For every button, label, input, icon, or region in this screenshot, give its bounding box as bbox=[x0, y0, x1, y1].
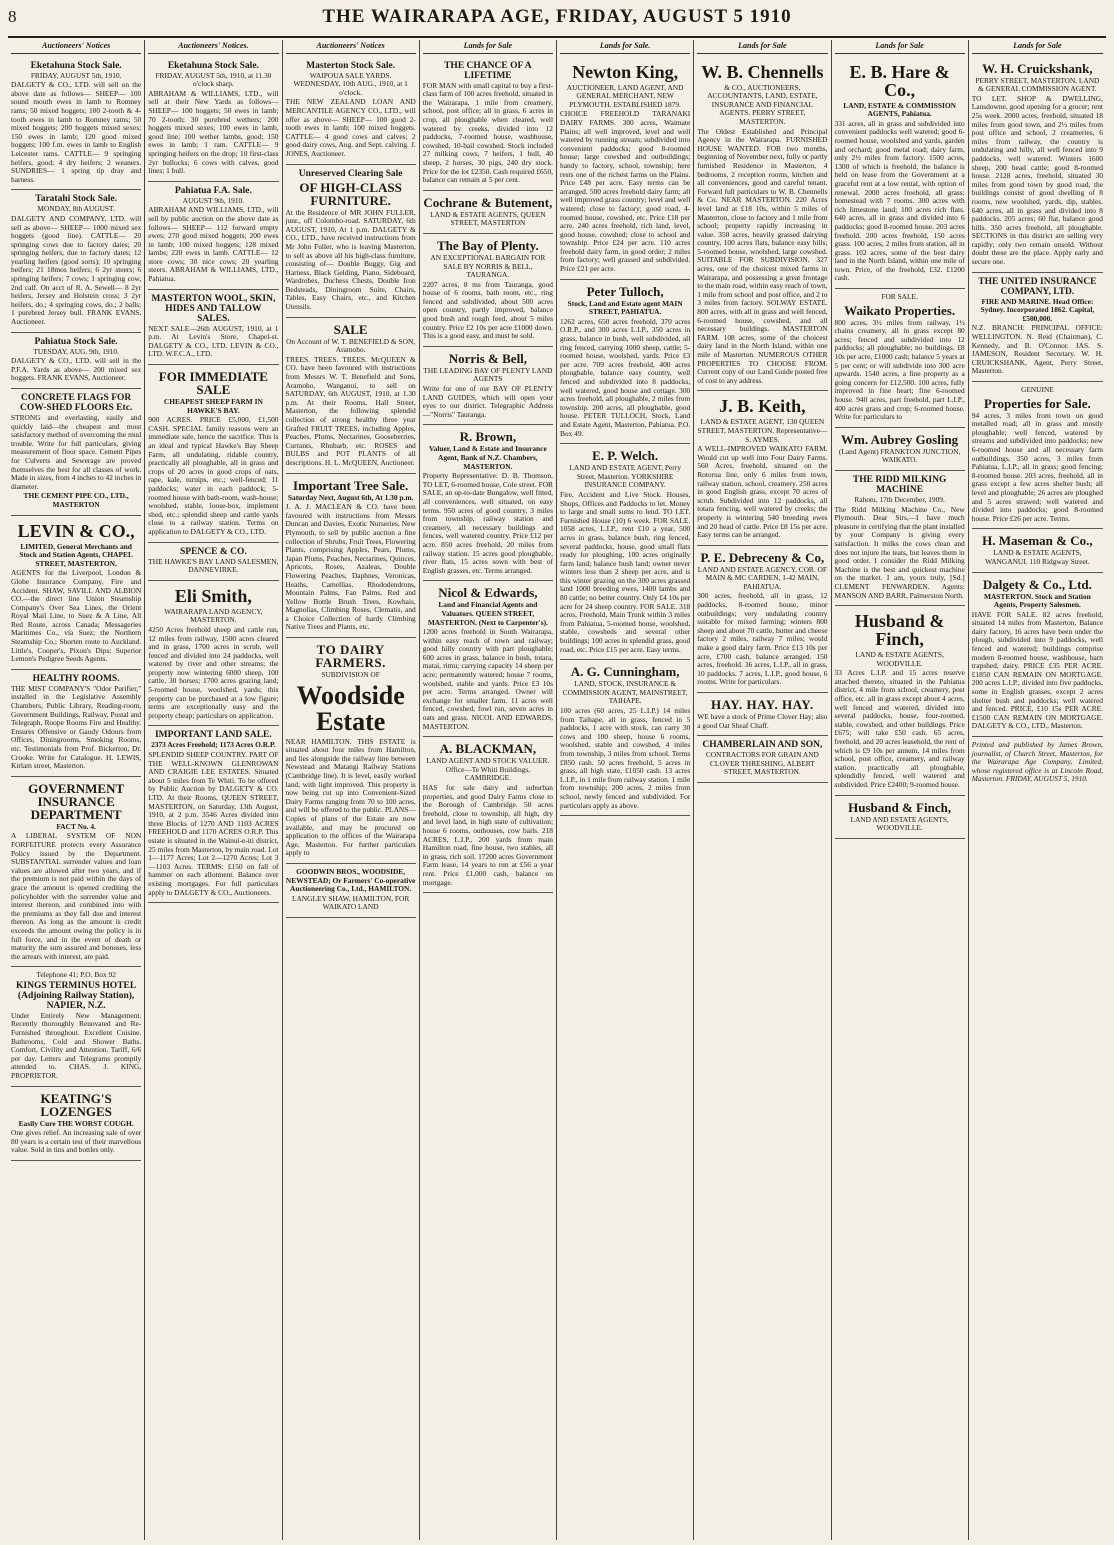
ad-h-maseman bbox=[972, 529, 1103, 572]
ad-footer: THE CEMENT PIPE CO., LTD., MASTERTON bbox=[23, 491, 129, 509]
ad-title: IMPORTANT LAND SALE. bbox=[154, 730, 272, 741]
ad-title: FOR IMMEDIATE SALE bbox=[158, 369, 268, 398]
ad-subtitle: OF HIGH-CLASS FURNITURE. bbox=[299, 179, 402, 208]
ad-body: TREES. TREES. TREES. McQUEEN & CO. have been favoured with instructions from Messrs W. T. Benefield and Sons, Aramoho, Wanganui, to sell on SATURDAY, 6th AUGUST, 1910, at 1.30 p.m. At their Rooms, Hall Street, Masterton, the following splendid collection of strong healthy three year Grafted FRUIT TREES, including Apples, Peaches, Plums, Nectarines, Gooseberries, Currants, Rhubarb, etc. ROSES and BULBS and POT PLANTS of all descriptions. H. L. McQUEEN, Auctioneer. bbox=[285, 354, 416, 467]
ad-subtitle: Land and Financial Agents and Valuators. QUEEN STREET, MASTERTON. (Next to Carpenter's). bbox=[427, 600, 548, 627]
ad-subtitle: Telephone 41; P.O. Box 92 bbox=[36, 970, 116, 980]
ad-concrete-flags bbox=[11, 389, 141, 516]
ad-body: 800 acres, 3½ miles from railway, 1½ chains creamery, all in grass except 80 acres; fenced and subdivided into 12 paddocks; all ploughable; no buildings. £8 10s per acre, £1000 cash; balance 5 years at 5 per cent; or will subdivide into 300 acre upwards. 1540 acres, a fine property as a going concern for £12,500. 100 acres, fully improved in fine heart; fine 6-roomed house. 940 acres, part freehold, part L.I.P., 400 acres grass and crop; 6-roomed house. Write for particulars to bbox=[834, 317, 965, 422]
column-1 bbox=[8, 40, 145, 1540]
ad-w-h-cruickshank bbox=[972, 57, 1103, 273]
ad-body: WE have a stock of Prime Clover Hay; also a good Oat Sheaf Chaff. bbox=[697, 712, 828, 730]
column-3 bbox=[283, 40, 420, 1540]
ad-title: GOVERNMENT INSURANCE DEPARTMENT bbox=[28, 780, 125, 822]
ad-body: The Oldest Established and Principal Agency in the Wairarapa. FURNISHED HOUSE WANTED. FOR two months, beginning of November next, fully or partly furnished Residence in Masterton, 4 bedrooms, 2 reception rooms, kitchen and all conveniences, good and careful tenant. Forward full particulars to W. B. Chennells & Co. NEAR MASTERTON. 220 Acres level land at £18 10s, within 5 miles of Masterton, close to factory and 1 mile from school; property rapidly increasing in value. 350 acres, heavily grassed dairying country, 100 acres flats, balance easy hills; 5-roomed house, woolshed, large cowshed. SUITABLE FOR SUBDIVISION. 327 acres, one of the choicest mixed farms in Wairarapa, and possessing a great frontage to the main road, within easy reach of town, 1 mile from school and post office, and 2 to 3 miles from factory. SOLWAY ESTATE. 800 acres, with all in grass and well fenced, 6-roomed house, cowshed, and all necessary buildings. MASTERTON FARM. 108 acres, some of the choicest dairy land in the North Island, within one mile of Masterton. NUMEROUS OTHER PROPERTIES TO CHOOSE FROM. Current copy of our Land Guide posted free of cost to any address. bbox=[697, 126, 828, 385]
ad-title: W. B. Chennells bbox=[701, 61, 824, 82]
ad-pahiatua-fa-sale bbox=[148, 182, 278, 290]
ad-e-b-hare bbox=[835, 57, 965, 289]
ad-government-insurance bbox=[11, 777, 141, 968]
ad-subtitle: LAND AGENT AND STOCK VALUER. Office—Te Whiti Buildings, CAMBRIDGE. bbox=[426, 756, 550, 783]
ad-body: DALGETY & CO., LTD. will sell in the P.F.A. Yards as above— 200 mixed sex hoggets. FRANK EVANS, Auctioneer. bbox=[11, 356, 142, 383]
ad-j-b-keith bbox=[697, 391, 827, 545]
ad-title: MASTERTON WOOL, SKIN, HIDES AND TALLOW SALES. bbox=[151, 293, 276, 324]
ad-important-tree-sale bbox=[286, 474, 416, 639]
ad-unreserved-clearing-sale bbox=[286, 165, 416, 318]
ad-chance-of-a-lifetime bbox=[423, 57, 553, 191]
ad-body: 2207 acres, 8 ms from Tauranga, good house of 6 rooms, bath room, etc., ring fenced and subdivided, about 500 acres open country, partly improved, balance good bush and rough feed, about 5 miles country. Price £2 10s per acre £1000 down. This is a good easy, and must be sold. bbox=[422, 279, 553, 341]
ad-subtitle: LIMITED, General Merchants and Stock and Station Agents, CHAPEL STREET, MASTERTON. bbox=[19, 541, 133, 568]
ad-title: Pahiatua Stock Sale. bbox=[34, 336, 118, 347]
ad-body: HAS for sale dairy and suburban properties, and good Dairy Farms close to the Borough of Cambridge. 50 acres freehold, close to township, all high, dry and level land, in high state of cultivation; house 6 rooms, outhouses, cow bails. 218 ACRES, L.I.P., 200 yards from main Hamilton road, fine house, two stables, all in grass, rich soil. 17200 acres Government Farm lease, 14 years to run at £56 a year rent. Price £1,000 cash, balance on mortgage. bbox=[422, 783, 553, 887]
ad-subtitle: MASTERTON. Stock and Station Agents, Property Salesmen. bbox=[983, 591, 1091, 610]
ad-title: Husband & Finch, bbox=[854, 611, 945, 650]
ad-body: 94 acres, 3 miles from town on good metalled road; all in grass and mostly ploughable; well fenced, watered by streams and subdivided into paddocks; new 6-roomed house and all necessary farm outbuildings. 350 acres, 3 miles from Pahiatua, L.I.P., all in grass; good fencing; 8-roomed house. 203 acres, freehold, all in grass except a few acres shelter bush; all level and ploughable; 26 acres are ploughed and 5 acres strawed; well watered and divided into paddocks; good 8-roomed house. Price £26 per acre. Terms. bbox=[971, 410, 1103, 523]
ad-subtitle: THE HAWKE'S BAY LAND SALESMEN, DANNEVIRKE. bbox=[148, 556, 279, 575]
ad-to-dairy-farmers bbox=[286, 638, 416, 864]
ad-keatings-lozenges bbox=[11, 1087, 141, 1161]
ad-body: One gives relief. An increasing sale of over 80 years is a certain test of their marvellous value. Sold in tins and bottles only. bbox=[11, 1128, 142, 1155]
ad-body: 1200 acres freehold in South Wairarapa, within easy reach of town and railway; good hilly country with part ploughable; 600 acres in grass, balance in bush, totara, matai, rimu; carrying capacity 14 sheep per acre; permanently watered; house 7 rooms, woolshed, stable and yards. Price £3 10s per acre. Terms arranged. Owner will exchange for smaller farm. 11 acres well fenced, cowshed, fowl run, seven acres in oats and grass. NICOL AND EDWARDS, MASTERTON. bbox=[422, 627, 553, 731]
ad-title: Norris & Bell, bbox=[448, 350, 528, 366]
ad-body: NEXT SALE—26th AUGUST, 1910, at 1 p.m. At Levin's Store, Chapel-st. DALGETY & CO., LTD. LEVIN & CO., LTD. W.F.C.A., LTD. bbox=[148, 323, 279, 359]
ad-body: Write for one of our BAY OF PLENTY LAND GUIDES, which will open your eyes to our district. Telegraphic Address—"Norris" Tauranga. bbox=[422, 384, 553, 419]
ad-title: E. P. Welch. bbox=[592, 448, 659, 464]
ad-subtitle: GENUINE bbox=[1020, 385, 1054, 394]
ad-body: A LIBERAL SYSTEM OF NON FORFEITURE protects every Assurance Policy issued by the Department. SUBSTANTIAL surrender values and loan values are allowed after two years, and if the premium is not paid within the days of grace the amount is opened crediting the policyholder with the surrender value and interest thereon, and combined into with the premiums as they fall due and interest thereon. As long as the amount is credit exceeds the amount owing the policy is in full force, and in the event of death or maturity the sum assured and bonuses, less the arrears with interest, are paid. bbox=[11, 831, 142, 961]
column-5 bbox=[557, 40, 694, 1540]
masthead bbox=[8, 6, 1106, 38]
ad-title: KINGS TERMINUS HOTEL (Adjoining Railway Station), NAPIER, N.Z. bbox=[16, 980, 137, 1011]
ad-healthy-rooms bbox=[11, 670, 141, 777]
ad-title: Cochrane & Butement, bbox=[423, 194, 553, 210]
column-header: Lands for Sale. bbox=[560, 40, 690, 54]
column-header: Lands for Sale bbox=[423, 40, 553, 54]
ad-title: E. B. Hare & Co., bbox=[849, 61, 950, 100]
ad-title: Wm. Aubrey Gosling bbox=[841, 431, 959, 447]
ad-body: FOR MAN with small capital to buy a first-class farm of 100 acres freehold, situated in the Wairarapa, 1 mile from creamery, school, post office; all in grass, 6 acres in crop, all ploughable when cleared, well watered by creeks, divided into 12 paddocks, 7-roomed house, washhouse, cowshed, 10-bail cowshed. Stock included 27 milking cows, 7 heifers, 1 bull, 40 sheep, 2 horses, 30 pigs, 240 dry stock. Price for the lot £2350. Cash required £650, balance can remain at 5 per cent. bbox=[422, 80, 553, 185]
ad-norris-bell bbox=[423, 347, 553, 426]
ad-title: Nicol & Edwards, bbox=[438, 585, 538, 601]
ad-title: Properties for Sale. bbox=[984, 395, 1091, 411]
ad-body: 900 ACRES. PRICE £5,000, £1,500 CASH. SPECIAL family reasons were an immediate sale, hence the sacrifice. This is an ideal and typical Hawke's Bay Sheep Farm, all undulating, ridable country, practically all ploughable, all in grass and crops of 20 acres in good crops of oats, rape, kale, turnips, etc.; well-fenced; 11 paddocks; water in each paddock; 5-roomed house with bath-room, wash-house; woolshed, stable, loose-box, implement shed, etc.; splendid sheep and cattle yards close to a railway station. Terms on application to DALGETY & CO., LTD. bbox=[148, 415, 279, 536]
ad-subtitle: LAND, ESTATE & COMMISSION AGENTS, Pahiatua. bbox=[843, 100, 956, 119]
ad-subtitle: WAIPOUA SALE YARDS. WEDNESDAY, 10th AUG., 1910, at 1 o'clock. bbox=[293, 70, 408, 97]
ad-body: ABRAHAM AND WILLIAMS, LTD., will sell by public auction on the above date as follows— SHEEP— 112 forward empty ewes; 270 good mixed hoggets; 200 ewes in lamb; 100 mixed hoggets; 128 mixed lambs; 220 ewes in lamb. CATTLE— 12 store cows; 30 nice cows; 20 yearling steers. ABRAHAM & WILLIAMS, LTD., Pahiatua. bbox=[148, 205, 279, 284]
ad-masterton-wool-sales bbox=[148, 290, 278, 365]
column-header: Auctioneers' Notices bbox=[11, 40, 141, 54]
ad-subtitle: LAND & ESTATE AGENTS, WOODVILLE. bbox=[855, 650, 944, 668]
ad-title: R. Brown, bbox=[459, 429, 517, 445]
ad-body: 1262 acres, 650 acres freehold, 370 acres O.R.P., and 300 acres L.I.P., 350 acres in grass, balance in bush, well subdivided, all ring fenced, carrying 1000 sheep, cattle; 5-roomed house, woolshed, yards. Price £3 per acre. 709 acres freehold, 400 acres ploughable, balance easy country, well fenced and subdivided into 8 paddocks, well watered, good house and cottage. 300 acres freehold, all ploughable, 2 miles from township. 200 acres, all ploughable, good house. PETER TULLOCH, Stock, Land and Estate Agent, Masterton, Pahiatua. P.O. Box 49. bbox=[560, 316, 691, 438]
ad-title: Taratahi Stock Sale. bbox=[35, 194, 117, 205]
ad-body: STRONG and everlasting, easily and quickly laid—the cheapest and most satisfactory method of overcoming the mud trouble. Write for full particulars, giving measurement of floor space. Cement Pipes for Culverts and Sewerage are proved themselves the best for all classes of work. Made in sizes, from 4 inches to 42 inches in diameter. bbox=[11, 413, 142, 491]
ad-title: CHAMBERLAIN AND SON, bbox=[702, 740, 823, 751]
ad-title: Peter Tulloch, bbox=[586, 283, 664, 299]
ad-title: Husband & Finch, bbox=[848, 799, 952, 815]
ad-ridd-milking-machine bbox=[835, 471, 965, 606]
column-header: Lands for Sale bbox=[697, 40, 827, 54]
ad-subtitle: MONDAY, 8th AUGUST. bbox=[37, 204, 115, 214]
ad-subtitle: On Account of W. T. BENEFIELD & SON, Aramoho. bbox=[286, 336, 416, 355]
newspaper-title: THE WAIRARAPA AGE, FRIDAY, AUGUST 5 1910 bbox=[322, 6, 792, 27]
ad-kings-terminus-hotel bbox=[11, 967, 141, 1086]
ad-taratahi-stock-sale bbox=[11, 190, 141, 332]
ad-subtitle: (Land Agent) FRANKTON JUNCTION, WAIKATO. bbox=[838, 446, 961, 465]
ad-title: CONCRETE FLAGS FOR COW-SHED FLOORS Etc. bbox=[19, 393, 133, 413]
ad-newton-king bbox=[560, 57, 690, 280]
ad-body: 4250 Acres freehold sheep and cattle run, 12 miles from railway, 1500 acres cleared and in grass, 1700 acres in scrub, well fenced and divided into 24 paddocks, well watered by river and other streams; the property now wintering 6000 sheep, 100 cattle, 30 horses; 1700 acres grazing land; 5-roomed house, woolshed, yards; this property can be purchased at a low figure; terms are exceptionally easy and the property cheap; particulars on application. bbox=[148, 624, 279, 720]
ad-waikato-properties bbox=[835, 289, 965, 428]
ad-subtitle: AN EXCEPTIONAL BARGAIN FOR SALE BY NORRIS & BELL, TAURANGA. bbox=[430, 252, 546, 280]
ad-body: Fire, Accident and Live Stock. Houses, Shops, Offices and Paddocks to let. Money to large and small sums to lend. TO LET. Furnished House (10) 6 week. FOR SALE. 1058 acres, L.I.P., rent £10 a year, 500 acres in grass, balance bush, ring fenced, several paddocks, house, good small flats ready for ploughing, 100 acres originally farm land; balance bush land; owner never winters less than 2 sheep per acre, and is this winter grazing on the 300 acres grassed land 1000 breeding ewes, 1400 lambs and 80 cattle; no better country. Only £4 10s per acre for 24 sheep country. FOR SALE. 318 acres, Freehold, Main Trunk within 3 miles from Pahiatua, 5-roomed house, woolshed, stable, cowsheds and several other buildings; 100 acres in splendid grass, good road, etc. Price £15 per acre. Easy terms. bbox=[560, 489, 691, 654]
column-4 bbox=[420, 40, 557, 1540]
ad-subtitle: CHEAPEST SHEEP FARM IN HAWKE'S BAY. bbox=[163, 397, 263, 415]
ad-title: Important Tree Sale. bbox=[293, 477, 409, 493]
ad-title: Unreserved Clearing Sale bbox=[298, 168, 403, 179]
ad-title: Eketahuna Stock Sale. bbox=[30, 60, 122, 71]
ad-subtitle: & CO., AUCTIONEERS, ACCOUNTANTS, LAND, ESTATE, INSURANCE AND FINANCIAL AGENTS. PERRY STREET, MASTERTON. bbox=[707, 82, 818, 126]
ad-important-land-sale bbox=[148, 726, 278, 903]
ad-subtitle: FIRE AND MARINE. Head Office: Sydney. Incorporated 1862. Capital, £500,000. bbox=[980, 296, 1095, 323]
ad-body: AGENTS for the Liverpool, London & Globe Insurance Company, Fire and Accident. SHAW, SAVILL AND ALBION CO.—the direct line Union Steamship Company's Over Sea Lines, the Orient Royal Mail Line, to Suez & A Line, All Red Route, across Canada; Messageries Maritimes Co., via Suez; the Northern Steamship Co.; Shorten route to Auckland. Little's, Cooper's, Pixon's Dips; Superior Lemon's Pedigree Seeds Agents. bbox=[11, 568, 142, 664]
ad-body: 300 acres, freehold, all in grass, 12 paddocks, 8-roomed house, minor outbuildings; very undulating country suitable for mixed farming; winters 800 sheep and about 70 cattle, butter and cheese factory 2 miles, railway 7 miles; would make a good dairy farm. Price £13 10s per acre, £700 cash, balance arranged. 150 acres, freehold. 36 acres, L.I.P., all in grass, 10 paddocks. 7 acres, L.I.P., good house, 6 rooms. Write for particulars. bbox=[697, 591, 828, 687]
ad-levin-and-co bbox=[11, 516, 141, 670]
ad-title: H. Maseman & Co., bbox=[982, 533, 1093, 549]
ad-subtitle: Valuer, Land & Estate and Insurance Agent, Bank of N.Z. Chambers, MASTERTON. bbox=[429, 444, 547, 471]
column-8 bbox=[969, 40, 1106, 1540]
ad-title: LEVIN & CO., bbox=[17, 520, 135, 541]
ad-body: DALGETY & CO., LTD. will sell on the above date as follows— SHEEP— 100 sound mouth ewes in lamb to Romney rams; 50 mixed hoggets; 100 2-tooth & 4-tooth ewes in lamb to Romney rams; 50 mixed hoggets; 200 hoggets mixed sexes; 150 ewes in lamb; 120 good mixed hoggets; 100 f.m. ewes in lamb to English Leicester rams. CATTLE— 9 springing heifers, good; 4 dry heifers; 2 weaners. SUNDRIES— 1 spring tip dray and harness. bbox=[11, 80, 142, 184]
ad-title: Pahiatua F.A. Sale. bbox=[174, 185, 252, 196]
ad-title: Eketahuna Stock Sale. bbox=[167, 60, 259, 71]
ad-title: HAY. HAY. HAY. bbox=[710, 697, 814, 712]
ad-cochrane-butement bbox=[423, 191, 553, 234]
ad-body: Under Entirely New Management. Recently thoroughly Renovated and Re-Furnished throughout. Excellent Cuisine. Bathrooms, Cold and Shower Baths. Comfort, Civility and Attention. Tariff, 6/6 per day. Letters and Telegrams promptly attended to. CHAS. J. KING, PROPRIETOR. bbox=[11, 1010, 142, 1081]
ad-body: NEAR HAMILTON. THIS ESTATE is situated about four miles from Hamilton, and lies alongside the railway line between Newstead and Matangi Railway Stations (Cambridge line). It is level, easily worked land, with light improved. This property is now being cut up into Convenient-Sized Dairy Farms ranging from 70 to 100 acres, and will be offered to the public. PLANS—Copies of plans of the Estate are now available, and may be procured on application to the offices of the Wairarapa Age, Masterton. For further particulars apply to bbox=[285, 736, 416, 858]
ad-spence-and-co bbox=[148, 543, 278, 581]
imprint bbox=[972, 737, 1103, 789]
ad-body: 331 acres, all in grass and subdivided into convenient paddocks well watered; good 6-roomed house, woolshed and yards, garden and orchard; good metal road; dairy farm, only 2½ miles from factory. 1500 acres, 1300 of which is freehold, the balance is held on lease from the Government at a graceful rent at a low rental, with option of renewal. 2000 acres freehold, all grass; homestead with 7 rooms. 300 acres with rich limestone land; 100 acres rich flats. 640 acres, all in grass and divided into 6 paddocks; good 8-roomed house. 203 acres freehold. 200 acres freehold, 150 acres grass. 100 acres, 2 miles from station, all in grass. 102 acres, some of the best dairy land in the North Island, within one mile of town. Price, of the freehold, £32. £1200 cash. bbox=[834, 118, 965, 283]
ad-title: THE UNITED INSURANCE COMPANY, LTD. bbox=[978, 276, 1097, 297]
ad-p-e-debreceny bbox=[697, 546, 827, 693]
column-header: Auctioneers' Notices bbox=[286, 40, 416, 54]
ad-body: J. A. J. MACLEAN & CO. have been favoured with instructions from Messrs Duncan and Davies, Exotic Nurseries, New Plymouth, to sell by public auction a fine collection of Shrubs, Fruit Trees, Flowering Plants, comprising Apples, Pears, Plums, Japan Plums, Peaches, Nectarines, Quinces, Apricots, Roses, Azaleas, Double Flowering Peaches, Daphnes, Veronicas, Heaths, Camellias, Rhododendrons, Mountain Palms, Fan Palms, Red and Yellow Bottle Brush Trees, Kowhais, Magnolias, Climbing Roses, Clematis, and a Choice Collection of hardy Climbing Native Trees and Plants, etc. bbox=[285, 502, 416, 632]
ad-subtitle: AUCTIONEER, LAND AGENT, AND GENERAL MERCHANT, NEW PLYMOUTH. ESTABLISHED 1879. bbox=[566, 82, 684, 109]
ad-genuine-properties bbox=[972, 382, 1103, 529]
ad-woodside-contacts bbox=[286, 864, 416, 918]
ad-title: SALE bbox=[333, 321, 368, 337]
ad-title: THE RIDD MILKING MACHINE bbox=[852, 474, 947, 495]
ad-subtitle: WAIRARAPA LAND AGENCY, MASTERTON. bbox=[164, 606, 263, 625]
ad-subtitle: SUBDIVISION OF bbox=[321, 670, 380, 680]
ad-body: THE NEW ZEALAND LOAN AND MERCANTILE AGENCY CO., LTD., will offer as above— SHEEP— 100 good 2-tooth ewes in lamb; 100 mixed hoggets. CATTLE— 4 good cows and calves; 2 good dairy cows, Aug. and Sept. calving. J. JONES, Auctioneer. bbox=[285, 97, 416, 158]
ad-body: The Ridd Milking Machine Co., New Plymouth. Dear Sirs,—I have much pleasure in certifying that the plant installed by your Company is giving every satisfaction. It milks the cows clean and does not injure the teats, but leaves them in good order. I consider the Ridd Milking Machine is the best and quickest machine on the market. I am, yours truly, [Sd.] CLEMENT FENWARDEN. Agents: MANSON AND BARR, Palmerston North. bbox=[834, 504, 965, 600]
column-7 bbox=[832, 40, 969, 1540]
ad-title: KEATING'S LOZENGES bbox=[40, 1090, 112, 1119]
column-header: Lands for Sale bbox=[972, 40, 1103, 54]
ad-body: DALGETY AND COMPANY, LTD. will sell as above— SHEEP— 1000 mixed sex hoggets (good line). CATTLE— 20 springing cows due to factory dates; 20 springing heifers, due to factory dates; 12 yearling heifers (good sorts); 10 springing heifers; 21 18mos heifers; 6 2yr steers; 6 springing heifers; 7 cows; 1 springing cow, 2nd calf. On acct of R. A. Sewell— 8 2yr heifers, Jersey and Holstein cross; 3 2yr heifers, do.; 4 springing cows, do.; 2 balls; 1 purebred Jersey bull. FRANK EVANS, Auctioneer. bbox=[11, 213, 142, 327]
ad-husband-finch bbox=[835, 606, 965, 796]
ad-body: 100 acres (60 acres, 25 L.I.P.) 14 miles from Taihape, all in grass, fenced in 5 paddocks, 1 acre with stock, can carry 30 cows and 100 sheep, house 6 rooms, woolshed, stable and cowshed, 4 miles from township, 3 miles from school. Terms £850 cash. 50 acres freehold, 5 acres in grass, all high state, £1050 cash. 13 acres L.I.P., in 1 mile from railway station. 1 mile from township; 200 acres, 2 miles from school, newly fenced and subdivided. For particulars apply as above. bbox=[560, 706, 691, 810]
ad-title: Newton King, bbox=[572, 61, 679, 82]
ad-for-immediate-sale bbox=[148, 365, 278, 543]
ad-subtitle: CONTRACTORS FOR GRAIN AND CLOVER THRESHING, ALBERT STREET, MASTERTON. bbox=[705, 750, 819, 777]
ad-r-brown bbox=[423, 425, 553, 581]
ad-title: A. G. Cunningham, bbox=[570, 664, 680, 680]
ad-subtitle: FRIDAY, AUGUST 5th, 1910, at 11.30 o'clock sharp. bbox=[155, 70, 272, 89]
page-number: 8 bbox=[8, 7, 17, 26]
ad-body: THE MIST COMPANY'S "Odor Purifier," installed in the Legislative Assembly Chambers, Public Library, Reading-room, Government Buildings, Railway, Postal and Telegraph, Roope Rooms Fire and Healthy. Ensures Offensive or Gaudy Odours from Offices, Diningrooms, Smoking Rooms, etc. Testimonials from Prof. Bickerton, Dr. Crooke. Write for Catalogue. H. LEWIS, Kirlam street, Masterton. bbox=[11, 683, 142, 771]
ad-bay-of-plenty bbox=[423, 234, 553, 347]
ad-body: LANGLEY SHAW, HAMILTON, FOR WAIKATO LAND bbox=[291, 893, 410, 912]
ad-a-g-cunningham bbox=[560, 660, 690, 816]
ad-subtitle: LAND AND ESTATE AGENTS, WOODVILLE. bbox=[850, 814, 949, 833]
ad-tree-sale-benefield bbox=[286, 318, 416, 474]
ad-title: A. BLACKMAN, bbox=[439, 741, 537, 757]
ad-w-b-chennells bbox=[697, 57, 827, 392]
ad-subtitle: FACT No. 4. bbox=[56, 821, 96, 831]
ad-title: W. H. Cruickshank, bbox=[982, 60, 1093, 76]
ad-dalgety-masterton bbox=[972, 573, 1103, 738]
ad-title: The Bay of Plenty. bbox=[436, 237, 539, 253]
ad-subtitle: LAND, STOCK, INSURANCE & COMMISSION AGENT, MAINSTREET, TAIHAPE. bbox=[562, 679, 688, 706]
ad-united-insurance bbox=[972, 273, 1103, 382]
ad-subtitle: GOODWIN BROS., WOODSIDE, NEWSTEAD; Or Farmers' Co-operative Auctioneering Co., Ltd., HAMILTON. bbox=[285, 866, 416, 894]
imprint-text: Printed and published by James Brown, journalist, of Church Street, Masterton, for the Wairarapa Age Company, Limited, whose registered office is at Lincoln Road, Masterton. FRIDAY, AUGUST 5, 1910. bbox=[971, 740, 1103, 784]
ad-title: SPENCE & CO. bbox=[179, 546, 247, 557]
ad-subtitle: LAND AND ESTATE AGENT, Perry Street, Masterton. YORKSHIRE INSURANCE COMPANY. bbox=[569, 463, 681, 490]
ad-title: Dalgety & Co., Ltd. bbox=[982, 576, 1092, 592]
ad-title: Waikato Properties. bbox=[844, 302, 956, 318]
ad-subtitle: PERRY STREET, MASTERTON, LAND & GENERAL COMMISSION AGENT. bbox=[975, 75, 1100, 94]
ad-body: CHOICE FREEHOLD TARANAKI DAIRY FARMS. 300 acres, Waimate Plains; all well improved, level and well watered by running stream; subdivided into convenient paddocks; good 8-roomed house; large cowshed and outbuildings; handy to factory, school, township; here rests one of the richest farms on the Plains. Price £48 per acre. Easy terms can be arranged. 500 acres freehold dairy farm; all well improved grass country; level and well watered; close to factory; good road, 4-roomed house, cowshed, etc. Price £18 per acre. 240 acres freehold, rich land, level, good house, cowshed; close to school and township. Price £24 per acre. 110 acres freehold dairy farm, in good order; 2 miles from factory; well grassed and subdivided. Price £21 per acre. bbox=[560, 109, 691, 274]
ad-body: HAVE FOR SALE. 82 acres freehold, situated 14 miles from Masterton, Balance dairy factory, 16 acres have been under the plough, subdivided into 9 paddocks, well fenced and watered; buildings comprise modern 8-roomed house, washhouse, barn trapshed, dairy. PRICE £35 PER ACRE. £1850 CAN REMAIN ON MORTGAGE. 200 acres L.I.P., divided into five paddocks, some in English grasses, except 2 acres shelter bush and paddocks; well watered and fenced. PRICE, £10 15s PER ACRE. £1500 CAN REMAIN ON MORTGAGE. DALGETY & CO., LTD., Masterton. bbox=[971, 609, 1103, 731]
ad-body: TO LET. SHOP & DWELLING, Lansdowne, good opening for a grocer; rent 25s week. 2000 acres, freehold, situated 18 miles from good town, and 2½ miles from post office and school, 2 creameries, 6 miles from railway, the country is undulating and hilly, all well fenced into 9 paddocks, well watered. Winters 1600 sheep, 200 head cattle; good 8-roomed house. 2128 acres, freehold, situated 30 miles from good town by good road, the buildings consist of good dwelling of 8 rooms, new woolshed, yards, dip, stables. 640 acres, all in grass and divided into 8 paddocks. 205 acres; 60 flat, balance good hills. 350 acres freehold, all ploughable. SECTIONS in this district are selling very rapidly; only two remain unsold. Without doubt these are the place. Apply early and secure one. bbox=[971, 93, 1103, 267]
ad-body: 33 Acres L.I.P. and 15 acres reserve attached thereto, situated in the Pahiatua district, 4 mile from school, creamery, post office, etc. all in grass except about 4 acres, well fenced and watered, divided into several paddocks, house, four-roomed, stable, cowshed, and other buildings. Price £675; will take £50 cash. 65 acres, freehold, and 20 acres leasehold, the rent of which is £9 10s per annum, 14 miles from school, post office, creamery, and railway station, practically all ploughable, splendidly fenced, well watered and subdivided. Price £2400; 9-roomed house. bbox=[834, 668, 965, 789]
columns bbox=[8, 40, 1106, 1540]
ad-eketahuna-stock-sale-dalgety bbox=[11, 57, 141, 191]
ad-subtitle: LAND & ESTATE AGENTS, WANGANUI. 110 Ridgway Street. bbox=[985, 548, 1090, 566]
ad-e-p-welch bbox=[560, 444, 690, 660]
ad-peter-tulloch bbox=[560, 280, 690, 445]
ad-subtitle: Easily Cure THE WORST COUGH. bbox=[18, 1118, 134, 1128]
column-header: Auctioneers' Notices. bbox=[148, 40, 278, 54]
column-6 bbox=[694, 40, 831, 1540]
ad-subtitle: 2373 Acres Freehold; 1173 Acres O.R.P. bbox=[151, 740, 276, 750]
ad-masterton-stock-sale bbox=[286, 57, 416, 165]
ad-body: N.Z. BRANCH: PRINCIPAL OFFICE: WELLINGTON. N. Reid (Chairman), C. Kennedy, and B. O'Connor. JAS. S. JAMESON, Resident Secretary. W. H. CRUICKSHANK, Agent, Perry Street, Masterton. bbox=[971, 323, 1103, 376]
ad-body: At the Residence of MR JOHN FULLER, junr., off Colombo-road. SATURDAY, 6th AUGUST, 1910, At 1 p.m. DALGETY & CO., LTD., have received instructions from Mr John Fuller, who is leaving Masterton, to sell as above all his high-class furniture, consisting of— Double Buggy, Gig and Harness, Black Gelding, Piano, Sideboard, Wardrobes, Duchess Chests, Double Iron Bedsteads, Diningroom Suite, Chairs, Tables, Easy Chairs, etc., and Kitchen Utensils. bbox=[285, 207, 416, 312]
ad-subtitle: LAND AND ESTATE AGENCY, COR. OF MAIN & MC CARDEN, 1-42 MAIN, PAHIATUA. bbox=[697, 564, 827, 591]
ad-husband-finch-footer bbox=[835, 796, 965, 839]
ad-eli-smith bbox=[148, 581, 278, 727]
ad-nicol-edwards bbox=[423, 581, 553, 737]
ad-wm-aubrey-gosling bbox=[835, 428, 965, 471]
ad-title: J. B. Keith, bbox=[719, 396, 806, 417]
ad-subtitle: LAND & ESTATE AGENTS, QUEEN STREET, MASTERTON bbox=[430, 209, 546, 228]
ad-chamberlain-and-son bbox=[697, 736, 827, 783]
column-2 bbox=[145, 40, 282, 1540]
ad-subtitle: THE LEADING BAY OF PLENTY LAND AGENTS bbox=[423, 365, 553, 384]
ad-subtitle: Saturday Next, August 6th, At 1.30 p.m. bbox=[287, 492, 414, 502]
column-header: Lands for Sale bbox=[835, 40, 965, 54]
woodside-estate-heading: Woodside Estate bbox=[296, 680, 405, 736]
ad-body: SPLENDID SHEEP COUNTRY. PART OF THE WELL-KNOWN GLENROWAN AND CRAIGIE LEE ESTATES. Situated about 5 miles from Te Whiti. To be offered by Public Auction by DALGETY & CO. LTD. At their Rooms, QUEEN STREET, MASTERTON, on Saturday, 13th August, 1910, at 2 p.m. 3546 Acres divided into three Blocks of 1270 AND 1103 ACRES FREEHOLD and 1170 ACRES O.R.P. This estate is situated in the Wainui-e-iti district, 25 miles from Masterton, by main road. Lot 1—1177 Acres; Lot 2—1270 Acres; Lot 3—1103 Acres. TERMS: £150 on fall of hammer on each allotment. Balance over existing mortgages. For full particulars apply to DALGETY & CO., Auctioneers. bbox=[148, 750, 279, 897]
ad-pahiatua-stock-sale bbox=[11, 333, 141, 389]
ad-subtitle: LAND & ESTATE AGENT, 130 QUEEN STREET, MASTERTON. Representative—S. AYMES. bbox=[697, 417, 828, 444]
ad-subtitle: AUGUST 9th, 1910. bbox=[182, 195, 245, 205]
ad-title: TO DAIRY FARMERS. bbox=[315, 642, 386, 671]
ad-subtitle: FRIDAY, AUGUST 5th, 1910. bbox=[30, 70, 122, 80]
ad-subtitle: FOR SALE. bbox=[881, 292, 918, 302]
ad-subtitle: Rahotu, 17th December, 1909. bbox=[854, 494, 945, 504]
ad-title: HEALTHY ROOMS. bbox=[32, 673, 120, 684]
ad-title: Eli Smith, bbox=[174, 585, 252, 606]
ad-subtitle: Stock, Land and Estate agent MAIN STREET, PAHIATUA. bbox=[567, 298, 683, 317]
ad-body: A WELL-IMPROVED WAIKATO FARM. Would cut up well into Four Dairy Farms. 560 Acres, freehold, situated on the Rotorua line, only 6 miles from town, railway station, school, creamery. 250 acres in good English grass, except 70 acres of scrub. Subdivided into 12 paddocks, all totara fencing, well watered by creeks; the property is wintering 540 breeding ewes and 20 head of cattle. Price £8 15s per acre. Easy terms can be arranged. bbox=[697, 444, 828, 540]
ad-subtitle: TUESDAY, AUG. 9th, 1910. bbox=[33, 346, 119, 356]
ad-body: ABRAHAM & WILLIAMS, LTD., will sell at their New Yards as follows— SHEEP— 100 hoggets; 50 ewes in lamb; 70 2-tooth; 30 purebred wethers; 200 hoggets mixed sexes; 100 ewes in lamb, good line; 100 wether lambs, good; 150 ewes in lamb; 1 ram. CATTLE— 9 springing heifers on the drop; 10 first-class 2yr bullocks; 6 cows with calves, good lines; 1 bull. bbox=[148, 88, 279, 176]
ad-a-blackman bbox=[423, 737, 553, 893]
ad-eketahuna-stock-sale-abraham bbox=[148, 57, 278, 182]
ad-hay bbox=[697, 693, 827, 736]
ad-title: Masterton Stock Sale. bbox=[306, 60, 396, 71]
ad-title: P. E. Debreceny & Co, bbox=[700, 549, 825, 565]
ad-title: THE CHANCE OF A LIFETIME bbox=[444, 60, 532, 81]
ad-body: Property Representative: D. B. Thomson. TO LET, 6-roomed house, Cole street. FOR SALE, an up-to-date Bungalow, well fitted, all conveniences, well situated, on easy terms. 950 acres of good country, 3 miles from township, railway station and creamery, all necessary buildings and fences, well watered country. Price £12 per acre. 850 acres freehold, 20 miles from railway station. 15 acres good ploughable, river flats, 15 acres sown with best of English grasses, etc. Terms arranged. bbox=[422, 471, 553, 575]
